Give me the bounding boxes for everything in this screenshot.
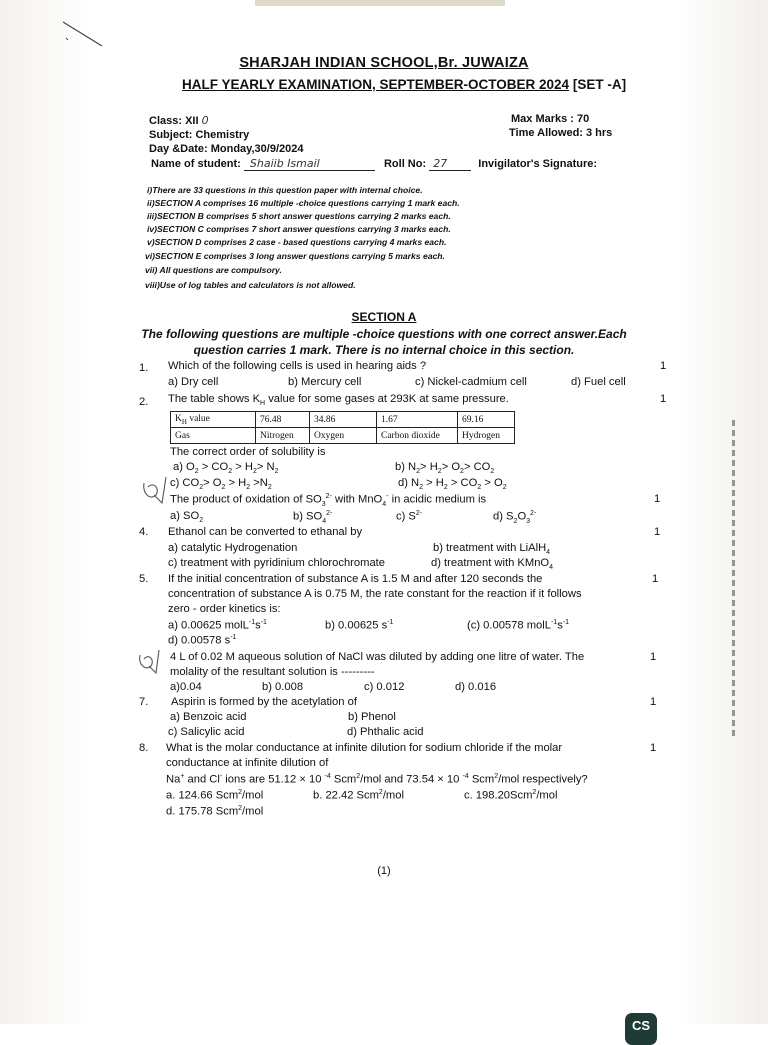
option-a: a) 0.00625 $molL^{-1}s^{-1}$	[168, 619, 267, 632]
option-c: (c) 0.00578 $molL^{-1}s^{-1}$	[467, 619, 570, 632]
question-text: Ethanol can be converted to ethanal by	[168, 526, 363, 538]
table-row	[171, 412, 515, 428]
question-text-line: The correct order of solubility is	[170, 446, 326, 458]
option-b: b. 22.42 Scm$^2$/mol	[313, 789, 404, 802]
option-a: a) Dry cell	[168, 376, 219, 388]
table-cell: Nitrogen	[256, 428, 310, 444]
question-text: If the initial concentration of substance A is 1.5 M and after 120 seconds the	[168, 573, 543, 585]
question-marks: 1	[652, 573, 659, 585]
table-cell: 1.67	[377, 412, 458, 428]
question-marks: 1	[650, 696, 657, 708]
question-number: 4.	[139, 526, 149, 538]
table-cell: 34.86	[310, 412, 377, 428]
instruction-item: ii)SECTION A comprises 16 multiple -choice questions carrying 1 mark each.	[147, 198, 460, 208]
exam-title-text: HALF YEARLY EXAMINATION, SEPTEMBER-OCTOBER 2024	[182, 77, 570, 92]
kh-table	[170, 411, 515, 444]
option-a: a. 124.66 Scm$^2$/mol	[166, 789, 264, 802]
time-allowed: Time Allowed: 3 hrs	[509, 127, 613, 139]
option-d: d. 175.78 Scm$^2$/mol	[166, 805, 264, 818]
question-marks: 1	[654, 493, 661, 505]
option-d: d) Phthalic acid	[347, 726, 424, 738]
question-number: 5.	[139, 573, 149, 585]
subject: Subject: Chemistry	[149, 129, 250, 141]
table-cell: 76.48	[256, 412, 310, 428]
option-d: d) 0.016	[455, 681, 497, 693]
section-title: SECTION A	[351, 310, 417, 324]
class-handwritten: 0	[201, 114, 209, 127]
option-b: b) 0.00625 $s^{-1}$	[325, 619, 394, 632]
page-edge-shadow	[732, 420, 735, 740]
student-line	[151, 157, 597, 171]
question-text-line: zero - order kinetics is:	[168, 603, 281, 615]
option-a: a) $O_2 > CO_2 > H_2> N_2$	[173, 461, 279, 476]
question-text-line: Na+ and Cl- ions are 51.12 × 10 $^{-4}$ Scm$^2$/mol and 73.54 × 10 $^{-4}$ Scm$^2$/mol respectively?	[166, 773, 588, 786]
table-cell: $K_H$ value	[171, 412, 256, 428]
option-c: c. 198.20Scm$^2$/mol	[464, 789, 558, 802]
option-a: a) $SO_2$	[170, 510, 204, 525]
class-label: Class: XII	[149, 115, 199, 127]
question-text-line: molality of the resultant solution is ---------	[170, 666, 375, 678]
pencil-tick-mark	[136, 647, 162, 677]
question-text: Aspirin is formed by the acetylation of	[171, 696, 357, 708]
option-c: c) $CO_2> O_2 > H_2 >N_2$	[170, 477, 272, 492]
section-instruction-1: The following questions are multiple -choice questions with one correct answer.Each	[141, 327, 627, 341]
question-number: 8.	[139, 742, 149, 754]
option-d: d) 0.00578 $s^{-1}$	[168, 634, 237, 647]
student-name-handwritten: Shaiib Ismail	[244, 157, 375, 171]
table-row	[171, 428, 515, 444]
option-a: a)0.04	[170, 681, 202, 693]
invigilator-label: Invigilator's Signature:	[478, 158, 598, 170]
instruction-item: vii) All questions are compulsory.	[145, 265, 282, 275]
question-marks: 1	[660, 393, 667, 405]
option-d: d) Fuel cell	[571, 376, 626, 388]
option-b: b) $N_2> H_2> O_2> CO_2$	[395, 461, 495, 476]
instruction-item: i)There are 33 questions in this question paper with internal choice.	[147, 185, 423, 195]
roll-label: Roll No:	[383, 158, 427, 170]
question-text-line: conductance at infinite dilution of	[166, 757, 329, 769]
option-b: b) $SO_4^{2-}$	[293, 510, 333, 525]
instruction-item: v)SECTION D comprises 2 case - based questions carrying 4 marks each.	[147, 237, 447, 247]
option-c: c) Nickel-cadmium cell	[415, 376, 527, 388]
question-text: What is the molar conductance at infinite dilution for sodium chloride if the molar	[166, 742, 563, 754]
section-instruction-2: question carries 1 mark. There is no internal choice in this section.	[193, 343, 575, 357]
table-cell: Gas	[171, 428, 256, 444]
table-cell: Hydrogen	[458, 428, 515, 444]
option-b: b) Phenol	[348, 711, 396, 723]
question-text: The product of oxidation of $SO_3^{2-}$ with MnO$_4$- in acidic medium is	[170, 493, 487, 508]
option-a: a) Benzoic acid	[170, 711, 247, 723]
question-number: 2.	[139, 396, 149, 408]
page-number: (1)	[377, 865, 391, 877]
option-a: a) catalytic Hydrogenation	[168, 542, 298, 554]
question-marks: 1	[660, 360, 667, 372]
question-text-line: concentration of substance A is 0.75 M, the rate constant for the reaction if it follows	[168, 588, 582, 600]
option-d: d) $S_2O_3^{2-}$	[493, 510, 537, 525]
pencil-mark	[58, 18, 108, 50]
exam-set: [SET -A]	[572, 77, 627, 92]
table-cell: Oxygen	[310, 428, 377, 444]
question-text: The table shows $K_H$ value for some gases at 293K at same pressure.	[168, 393, 509, 408]
option-c: c) 0.012	[364, 681, 405, 693]
table-cell: 69.16	[458, 412, 515, 428]
exam-title	[182, 77, 626, 92]
pencil-tick-mark	[140, 473, 168, 507]
option-b: b) treatment with LiAlH$_4$	[433, 542, 551, 557]
option-b: b) 0.008	[262, 681, 304, 693]
instruction-item: vi)SECTION E comprises 3 long answer questions carrying 5 marks each.	[145, 251, 445, 261]
option-c: c) $S^{2-}$	[396, 510, 423, 523]
question-marks: 1	[650, 651, 657, 663]
max-marks: Max Marks : 70	[511, 113, 590, 125]
class-line	[149, 114, 209, 127]
table-cell: Carbon dioxide	[377, 428, 458, 444]
question-marks: 1	[654, 526, 661, 538]
instruction-item: viii)Use of log tables and calculators is not allowed.	[145, 280, 356, 290]
option-d: d) $N_2 > H_2 > CO_2 > O_2$	[398, 477, 507, 492]
student-label: Name of student:	[151, 158, 241, 170]
option-c: c) Salicylic acid	[168, 726, 245, 738]
option-b: b) Mercury cell	[288, 376, 362, 388]
roll-number-handwritten: 27	[429, 157, 471, 171]
option-d: d) treatment with KMnO$_4$	[431, 557, 554, 572]
question-text: Which of the following cells is used in hearing aids ?	[168, 360, 427, 372]
instruction-item: iii)SECTION B comprises 5 short answer questions carrying 2 marks each.	[147, 211, 451, 221]
question-marks: 1	[650, 742, 657, 754]
camscanner-logo: CS	[625, 1013, 657, 1045]
exam-date: Day &Date: Monday,30/9/2024	[149, 143, 304, 155]
instruction-item: iv)SECTION C comprises 7 short answer questions carrying 3 marks each.	[147, 224, 451, 234]
option-c: c) treatment with pyridinium chlorochromate	[168, 557, 385, 569]
question-number: 1.	[139, 362, 149, 374]
school-name: SHARJAH INDIAN SCHOOL,Br. JUWAIZA	[239, 55, 529, 71]
question-text: 4 L of 0.02 M aqueous solution of NaCl was diluted by adding one litre of water. The	[170, 651, 585, 663]
page-top-edge	[255, 0, 505, 6]
question-number: 7.	[139, 696, 149, 708]
